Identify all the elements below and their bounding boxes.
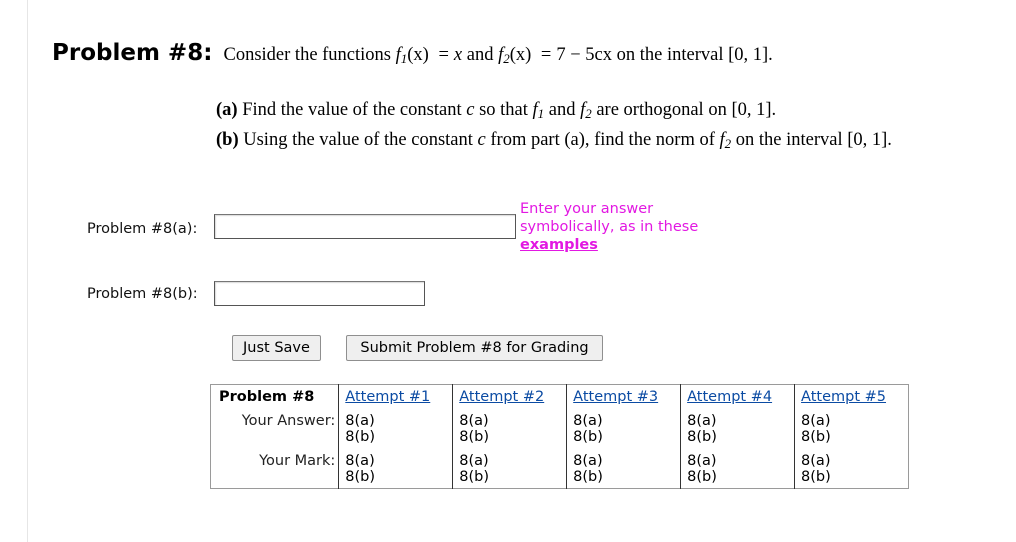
f2-expression: 7 − 5cx [556,45,612,65]
problem-heading [52,40,773,66]
f2-symbol: $f_2$ [498,45,510,66]
attempt-1-mark: 8(a) 8(b) [339,449,453,489]
attempt-3-link[interactable]: Attempt #3 [573,389,659,405]
just-save-button[interactable]: Just Save [232,335,321,361]
answer-b-label: Problem #8(b): [87,286,198,302]
attempt-5-answer: 8(a) 8(b) [801,412,831,445]
problem-statement: Consider the functions $f_1(x) = x$ and $f_2(x) = 7 - 5cx$ on the interval [0, 1]. [223,45,773,66]
attempt-2-link[interactable]: Attempt #2 [459,389,545,405]
mark-row [211,449,909,489]
attempts-table-title: Problem #8 [211,385,339,410]
attempts-table [210,384,909,489]
attempt-1-link[interactable]: Attempt #1 [345,389,431,405]
attempt-4-link[interactable]: Attempt #4 [687,389,773,405]
attempt-2-mark: 8(a) 8(b) [453,449,567,489]
answer-a-input[interactable] [214,214,516,239]
part-b-text: (b) Using the value of the constant c from part (a), find the norm of $f_2$ on the interval [0, 1]. [216,130,892,151]
answer-a-label: Problem #8(a): [87,221,198,237]
attempt-5-link[interactable]: Attempt #5 [801,389,887,405]
mark-row-label: Your Mark: [211,449,339,489]
answer-row-label: Your Answer: [211,410,339,449]
attempt-1-answer: 8(a) 8(b) [339,410,453,449]
answer-b-input[interactable] [214,281,425,306]
answer-row [211,410,909,449]
submit-grading-button[interactable]: Submit Problem #8 for Grading [346,335,603,361]
attempt-2-answer: 8(a) 8(b) [453,410,567,449]
examples-link[interactable]: examples [520,237,598,253]
left-divider [27,0,28,542]
attempt-5-mark: 8(a) 8(b) [801,452,831,485]
problem-title: Problem #8: [52,40,213,66]
attempt-4-answer: 8(a) 8(b) [681,410,795,449]
part-a-text: (a) Find the value of the constant c so that $f_1$ and $f_2$ are orthogonal on [0, 1]. [216,100,777,121]
f1-symbol: $f_1$ [395,45,408,66]
answer-hint: Enter your answer symbolically, as in these examples [520,200,720,254]
attempt-3-answer: 8(a) 8(b) [567,410,681,449]
attempt-4-mark: 8(a) 8(b) [681,449,795,489]
attempt-3-mark: 8(a) 8(b) [567,449,681,489]
